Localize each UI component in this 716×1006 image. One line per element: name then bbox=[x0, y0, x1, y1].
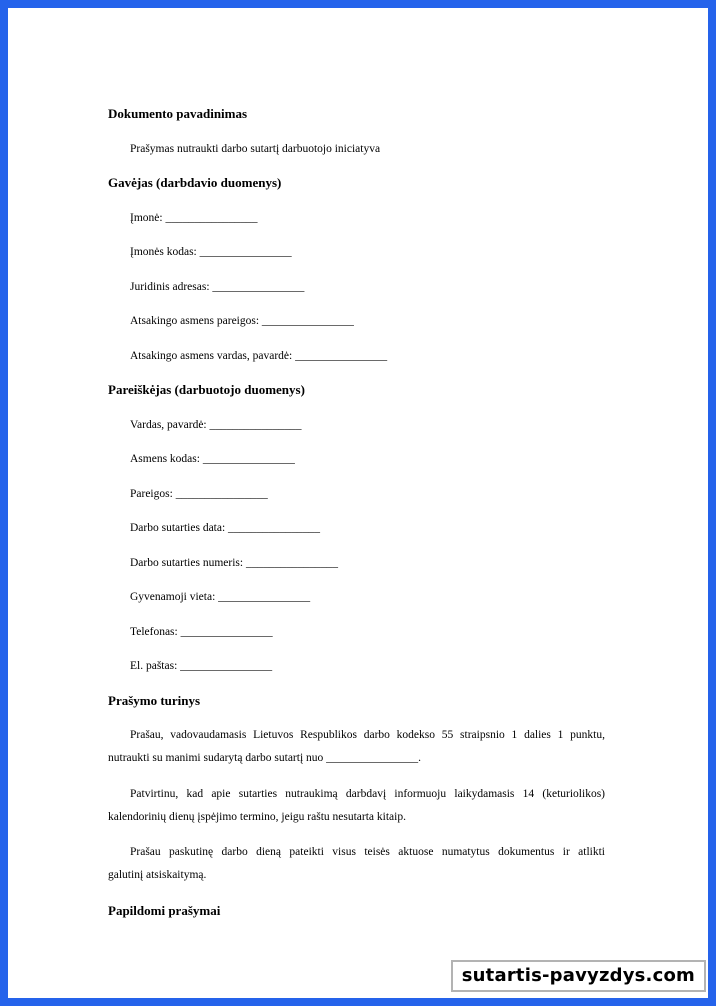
paragraph-final-settlement bbox=[108, 841, 605, 887]
section-heading-applicant: Pareiškėjas (darbuotojo duomenys) bbox=[108, 382, 305, 397]
field-vardas-pavarde bbox=[130, 414, 605, 436]
field-label: Darbo sutarties data: bbox=[130, 522, 226, 534]
field-imone bbox=[130, 207, 605, 229]
field-blank-line: ________________ bbox=[199, 246, 292, 258]
field-blank-line: ________________ bbox=[212, 280, 305, 293]
field-el-pastas bbox=[130, 655, 605, 677]
field-label: Asmens kodas: bbox=[130, 453, 200, 465]
field-label: Pareigos: bbox=[130, 487, 173, 500]
field-label: Juridinis adresas: bbox=[130, 280, 210, 293]
section-heading-additional-requests: Papildomi prašymai bbox=[108, 902, 221, 918]
field-atsakingo-asmens-vardas-pavarde bbox=[130, 345, 605, 367]
field-gyvenamoji-vieta bbox=[130, 586, 605, 608]
field-label: El. paštas: bbox=[130, 660, 178, 672]
field-blank-line: ________________ bbox=[180, 660, 273, 672]
watermark-text: sutartis-pavyzdys.com bbox=[461, 965, 695, 986]
document-title-text: Prašymas nutraukti darbo sutartį darbuotojo iniciatyva bbox=[130, 142, 381, 155]
field-blank-line: ________________ bbox=[228, 522, 321, 534]
paragraph-line: galutinį atsiskaitymą. bbox=[108, 869, 207, 881]
document-content bbox=[8, 8, 708, 922]
field-blank-line: ________________ bbox=[202, 453, 295, 465]
field-label: Įmonės kodas: bbox=[130, 246, 197, 258]
field-asmens-kodas bbox=[130, 448, 605, 470]
paragraph-notice-confirmation bbox=[108, 783, 605, 829]
field-telefonas bbox=[130, 621, 605, 643]
field-label: Atsakingo asmens pareigos: bbox=[130, 315, 260, 327]
field-pareigos bbox=[130, 483, 605, 505]
paragraph-line: Prašau paskutinę darbo dieną pateikti visus teisės aktuose numatytus dokumentus ir atlikti bbox=[130, 846, 605, 858]
field-blank-line: ________________ bbox=[218, 591, 311, 603]
paragraph-line: Prašau, vadovaudamasis Lietuvos Respublikos darbo kodekso 55 straipsnio 1 dalies 1 punktu, bbox=[130, 729, 605, 741]
watermark-badge bbox=[451, 960, 706, 992]
field-label: Darbo sutarties numeris: bbox=[130, 556, 244, 569]
section-heading-recipient: Gavėjas (darbdavio duomenys) bbox=[108, 175, 282, 190]
field-label: Telefonas: bbox=[130, 625, 178, 638]
field-juridinis-adresas bbox=[130, 276, 605, 298]
field-label: Gyvenamoji vieta: bbox=[130, 591, 216, 603]
field-blank-line: ________________ bbox=[175, 487, 268, 500]
section-heading-document-title: Dokumento pavadinimas bbox=[108, 106, 248, 121]
section-heading-request-body: Prašymo turinys bbox=[108, 692, 201, 708]
field-blank-line: ________________ bbox=[209, 418, 302, 431]
field-darbo-sutarties-data bbox=[130, 517, 605, 539]
field-blank-line: ________________ bbox=[165, 211, 258, 224]
field-darbo-sutarties-numeris bbox=[130, 552, 605, 574]
paragraph-line: nutraukti su manimi sudarytą darbo sutartį nuo ________________. bbox=[108, 752, 422, 764]
field-label: Įmonė: bbox=[130, 211, 163, 224]
paragraph-line: Patvirtinu, kad apie sutarties nutraukimą darbdavį informuoju laikydamasis 14 (keturiolikos) bbox=[130, 787, 605, 800]
paragraph-request bbox=[108, 724, 605, 770]
field-atsakingo-asmens-pareigos bbox=[130, 310, 605, 332]
field-blank-line: ________________ bbox=[261, 315, 354, 327]
field-blank-line: ________________ bbox=[295, 349, 388, 362]
field-label: Vardas, pavardė: bbox=[130, 418, 207, 431]
paragraph-line: kalendorinių dienų įspėjimo termino, jeigu raštu nesutarta kitaip. bbox=[108, 810, 406, 823]
field-imones-kodas bbox=[130, 241, 605, 263]
field-blank-line: ________________ bbox=[180, 625, 273, 638]
field-label: Atsakingo asmens vardas, pavardė: bbox=[130, 349, 293, 362]
field-blank-line: ________________ bbox=[245, 556, 338, 569]
